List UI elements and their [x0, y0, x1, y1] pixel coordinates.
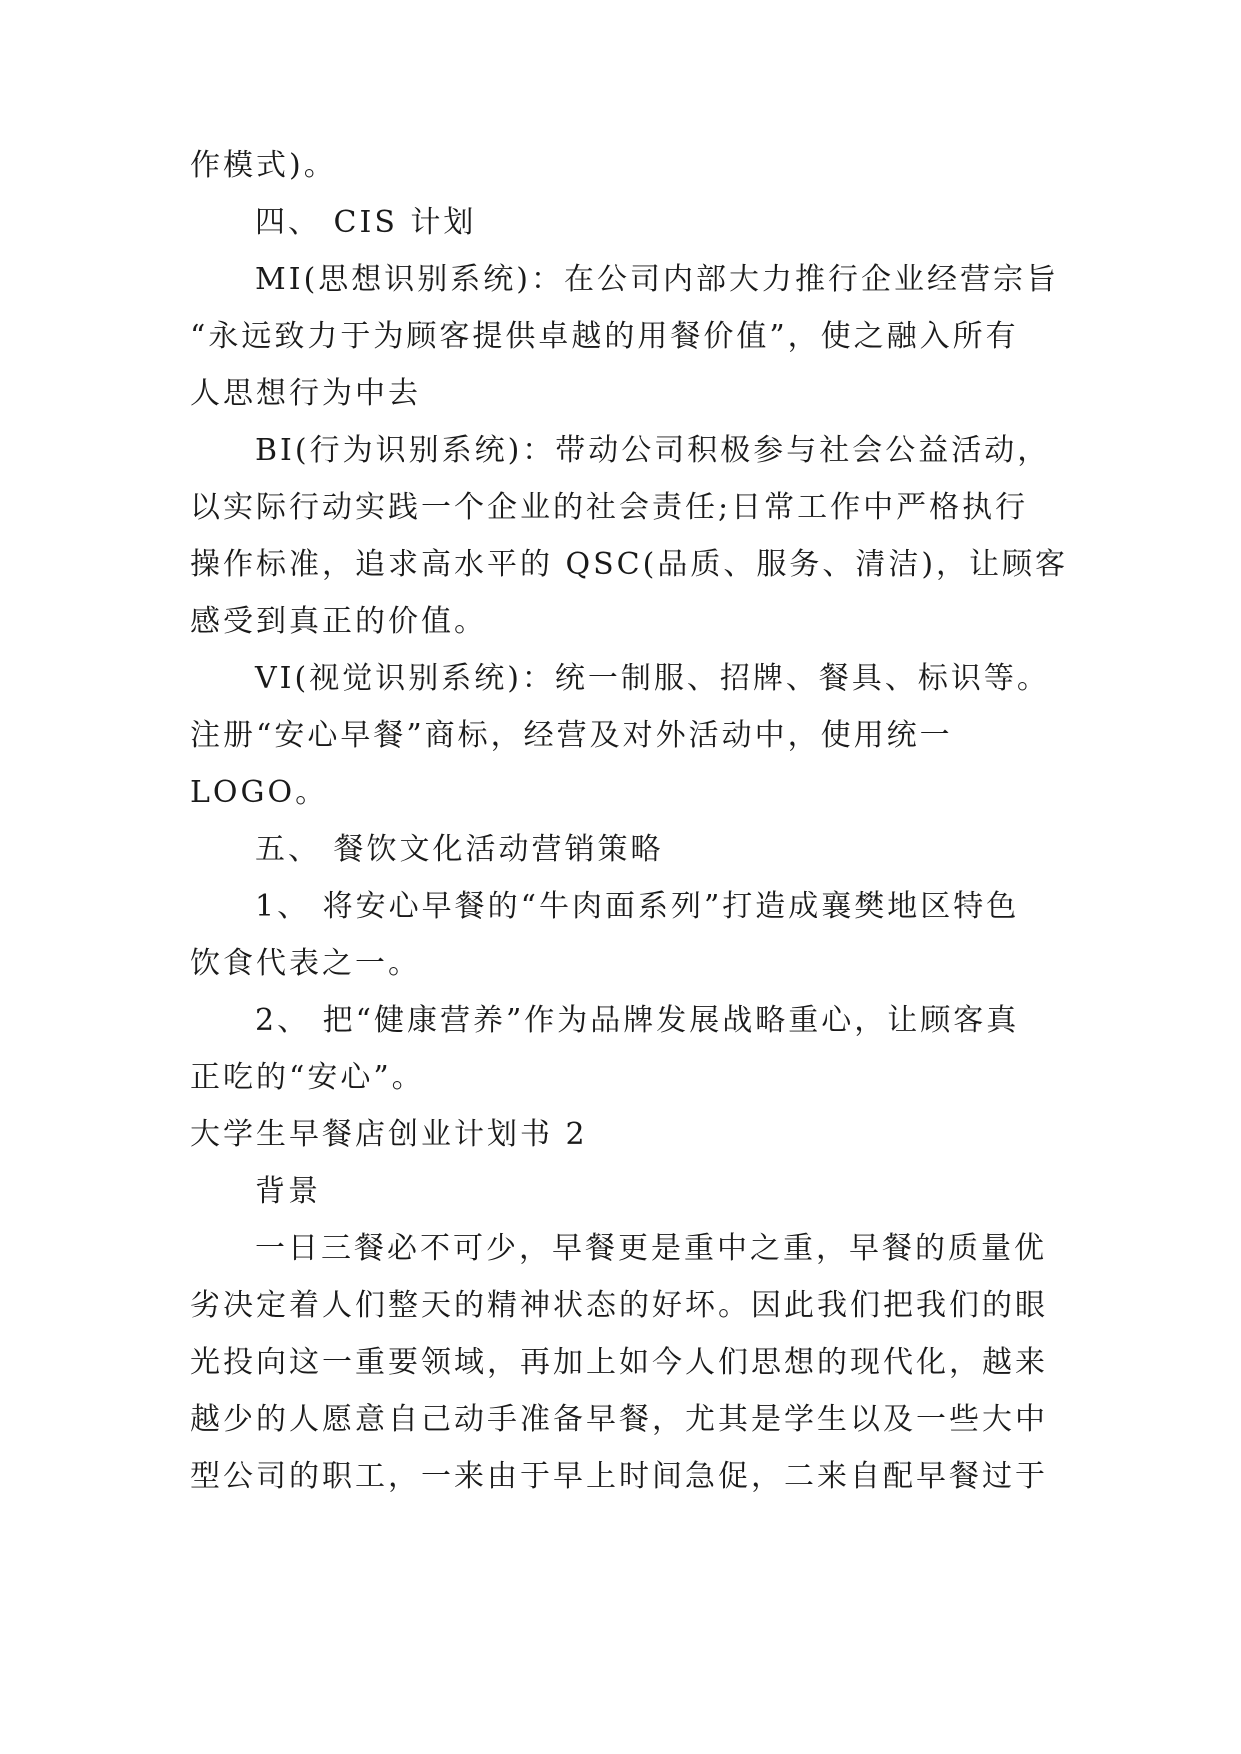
section-heading: 背景 [255, 1174, 321, 1209]
text-line: VI(视觉识别系统)：统一制服、招牌、餐具、标识等。 [255, 661, 1050, 696]
text-line: 正吃的“安心”。 [190, 1060, 425, 1095]
text-line: 感受到真正的价值。 [190, 604, 487, 639]
text-line: 以实际行动实践一个企业的社会责任;日常工作中严格执行 [190, 490, 1029, 525]
text-line: BI(行为识别系统)：带动公司积极参与社会公益活动， [255, 433, 1051, 468]
text-line: 光投向这一重要领域，再加上如今人们思想的现代化，越来 [190, 1345, 1048, 1380]
text-line: 饮食代表之一。 [190, 946, 421, 981]
text-line: MI(思想识别系统)：在公司内部大力推行企业经营宗旨 [255, 262, 1059, 297]
document-title: 大学生早餐店创业计划书 2 [190, 1117, 588, 1152]
text-line: 2、 把“健康营养”作为品牌发展战略重心，让顾客真 [255, 1003, 1020, 1038]
text-line: “永远致力于为顾客提供卓越的用餐价值”，使之融入所有 [190, 319, 1019, 354]
section-heading: 四、 CIS 计划 [255, 205, 477, 240]
text-line: 1、 将安心早餐的“牛肉面系列”打造成襄樊地区特色 [255, 889, 1020, 924]
text-line: 操作标准，追求高水平的 QSC(品质、服务、清洁)，让顾客 [190, 547, 1069, 582]
text-line: 注册“安心早餐”商标，经营及对外活动中，使用统一 [190, 718, 953, 753]
text-line: 作模式)。 [190, 148, 337, 183]
text-line: 一日三餐必不可少，早餐更是重中之重，早餐的质量优 [255, 1231, 1047, 1266]
text-line: 人思想行为中去 [190, 376, 421, 411]
text-line: 劣决定着人们整天的精神状态的好坏。因此我们把我们的眼 [190, 1288, 1048, 1323]
text-line: LOGO。 [190, 775, 329, 810]
text-line: 越少的人愿意自己动手准备早餐，尤其是学生以及一些大中 [190, 1402, 1048, 1437]
section-heading: 五、 餐饮文化活动营销策略 [255, 832, 664, 867]
text-line: 型公司的职工，一来由于早上时间急促，二来自配早餐过于 [190, 1459, 1048, 1494]
